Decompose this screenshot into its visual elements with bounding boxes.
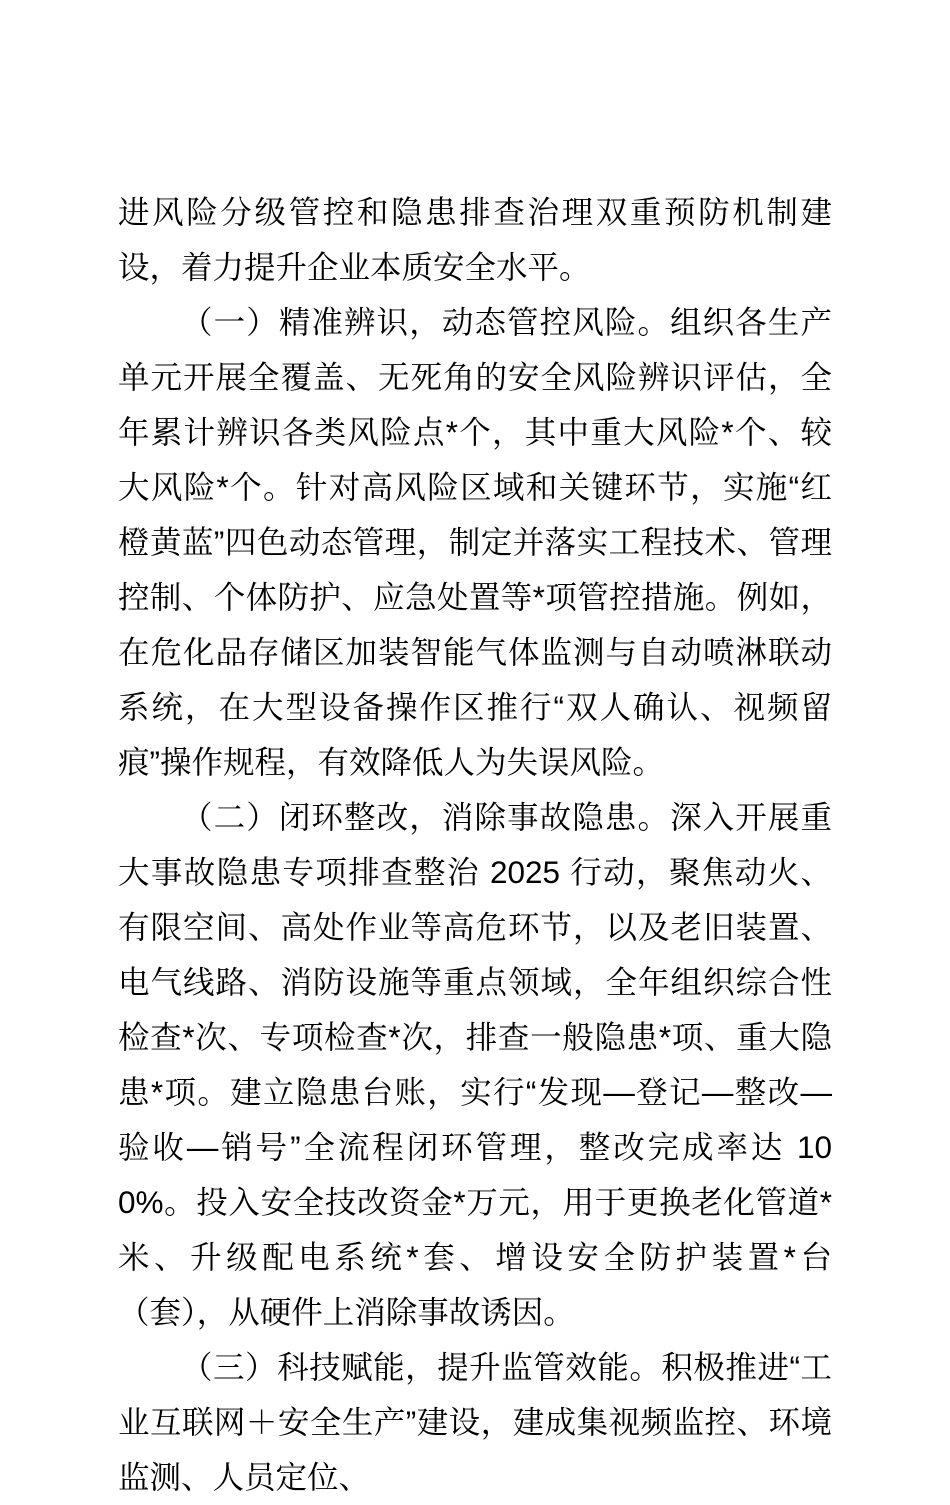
paragraph-section-one: （一）精准辨识，动态管控风险。组织各生产单元开展全覆盖、无死角的安全风险辨识评估，全年累计辨识各类风险点*个，其中重大风险*个、较大风险*个。针对高风险区域和关键环节，实施“红橙黄蓝”四色动态管理，制定并落实工程技术、管理控制、个体防护、应急处置等*项管控措施。例如，在危化品存储区加装智能气体监测与自动喷淋联动系统，在大型设备操作区推行“双人确认、视频留痕”操作规程，有效降低人为失误风险。 (118, 304, 832, 780)
paragraph-section-two: （二）闭环整改，消除事故隐患。深入开展重大事故隐患专项排查整治 2025 行动，聚焦动火、有限空间、高处作业等高危环节，以及老旧装置、电气线路、消防设施等重点领域，全年组织综合性检查*次、专项检查*次，排查一般隐患*项、重大隐患*项。建立隐患台账，实行“发现—登记—整改—验收—销号”全流程闭环管理，整改完成率达 100%。投入安全技改资金*万元，用于更换老化管道*米、升级配电系统*套、增设安全防护装置*台（套），从硬件上消除事故诱因。 (118, 799, 832, 1330)
paragraph-section-three: （三）科技赋能，提升监管效能。积极推进“工业互联网＋安全生产”建设，建成集视频监控、环境监测、人员定位、 (118, 1349, 832, 1495)
paragraph-continuation: 进风险分级管控和隐患排查治理双重预防机制建设，着力提升企业本质安全水平。 (118, 194, 832, 285)
document-body (118, 185, 832, 1505)
